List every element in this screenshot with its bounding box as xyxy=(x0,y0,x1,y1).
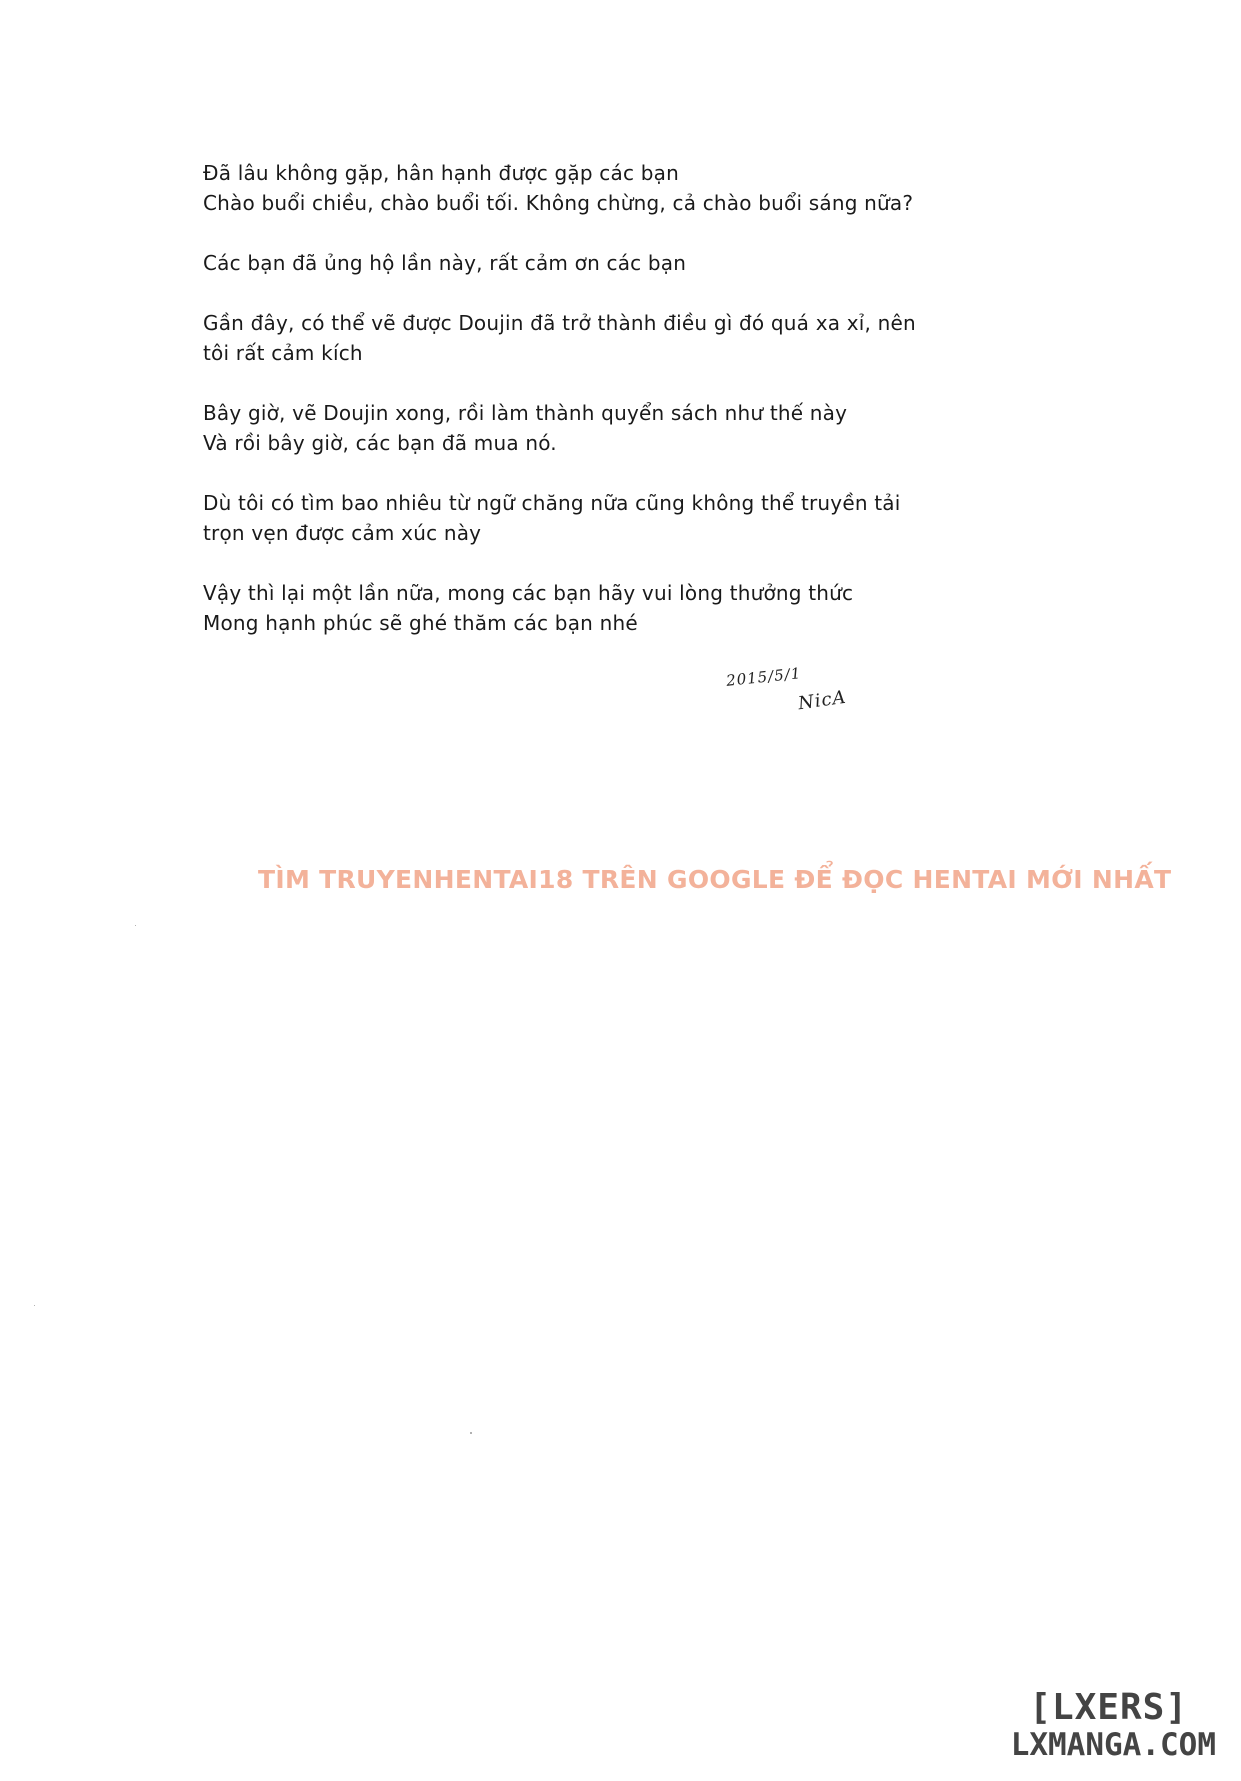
brand-group-name: [LXERS] xyxy=(1029,1687,1188,1728)
paragraph-book xyxy=(203,398,963,458)
letter-line: Mong hạnh phúc sẽ ghé thăm các bạn nhé xyxy=(203,611,638,635)
letter-line: tôi rất cảm kích xyxy=(203,341,363,365)
letter-line: Các bạn đã ủng hộ lần này, rất cảm ơn các bạn xyxy=(203,251,687,275)
scan-speck xyxy=(34,1305,35,1306)
signature-date: 2015/5/1 xyxy=(725,664,803,690)
paragraph-closing xyxy=(203,578,963,638)
letter-line: Đã lâu không gặp, hân hạnh được gặp các bạn xyxy=(203,161,679,185)
letter-line: Bây giờ, vẽ Doujin xong, rồi làm thành quyển sách như thế này xyxy=(203,401,848,425)
watermark-banner: TÌM TRUYENHENTAI18 TRÊN GOOGLE ĐỂ ĐỌC HENTAI MỚI NHẤT xyxy=(258,865,1172,894)
letter-line: Vậy thì lại một lần nữa, mong các bạn hãy vui lòng thưởng thức xyxy=(203,581,854,605)
scan-speck xyxy=(470,1432,472,1434)
letter-line: Gần đây, có thể vẽ được Doujin đã trở thành điều gì đó quá xa xỉ, nên xyxy=(203,311,916,335)
site-brand-logo xyxy=(1010,1687,1216,1763)
paragraph-gratitude xyxy=(203,308,963,368)
signature-name: NicA xyxy=(796,686,848,715)
letter-line: Chào buổi chiều, chào buổi tối. Không chừng, cả chào buổi sáng nữa? xyxy=(203,191,914,215)
handwritten-signature xyxy=(726,662,866,722)
paragraph-thanks xyxy=(203,248,963,278)
brand-site-name: LXMANGA.COM xyxy=(1010,1727,1216,1763)
paragraph-greeting xyxy=(203,158,963,218)
paragraph-feelings xyxy=(203,488,963,548)
scan-speck xyxy=(135,925,136,926)
afterword-letter xyxy=(203,158,963,668)
letter-line: trọn vẹn được cảm xúc này xyxy=(203,521,482,545)
letter-line: Dù tôi có tìm bao nhiêu từ ngữ chăng nữa cũng không thể truyền tải xyxy=(203,491,901,515)
letter-line: Và rồi bây giờ, các bạn đã mua nó. xyxy=(203,431,557,455)
